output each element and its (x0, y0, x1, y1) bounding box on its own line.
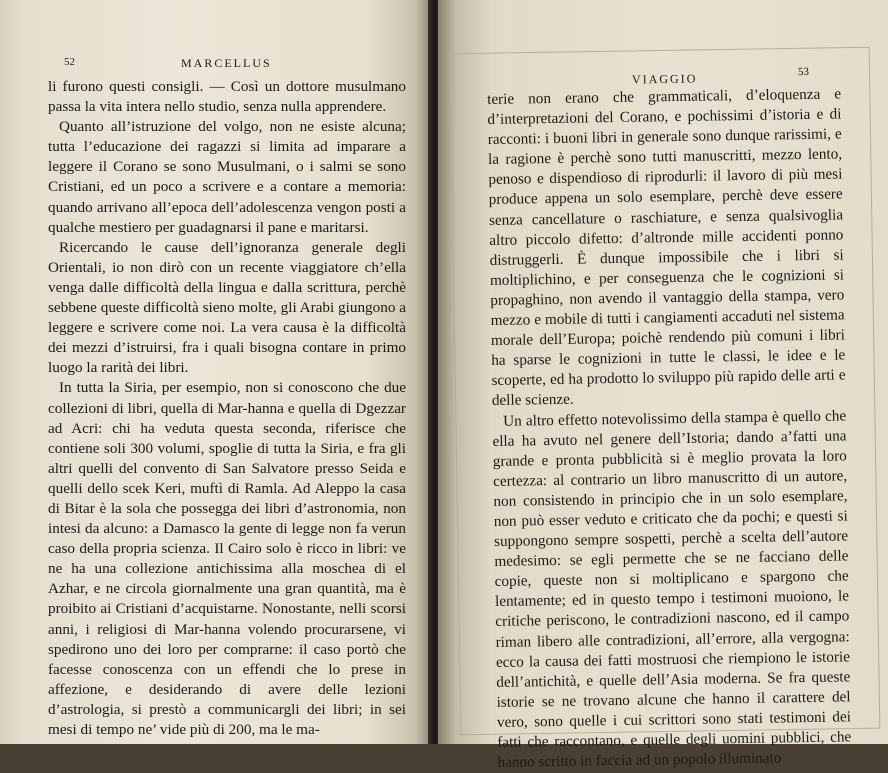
left-page-number: 52 (64, 56, 75, 68)
left-running-head: MARCELLUS (181, 56, 272, 70)
right-page-number: 53 (797, 65, 810, 79)
left-paragraph-2: Quanto all’istruzione del volgo, non ne esiste alcuna; tutta l’educazione dei ragazzi si limita ad imparare a leggere il Corano se sono Musulmani, o i salmi se sono Cristiani, ed un poco a scrivere e a contare a memoria: quando arrivano all’epoca dell’adolescenza vengon posti a qualche mestiero per guadagnarsi il pane e maritarsi. (48, 118, 406, 236)
left-paragraph-3: Ricercando le cause dell’ignoranza generale degli Orientali, io non dirò con un recente viaggiatore ch’ella venga dalle difficoltà della lingua e dalla scrittura, perchè sebbene queste difficoltà sieno molte, gli Arabi giungono a leggere e scrivere come noi. La vera causa è la difficoltà dei mezzi d’istruirsi, fra i quali bisogna contare in primo luogo la rarità dei libri. (48, 238, 406, 377)
left-page (0, 0, 432, 744)
right-paragraph-2: Un altro effetto notevolissimo della stampa è quello che ella ha avuto nel genere dell’Istoria; dando a’fatti una grande e pronta pubblicità si è meglio provata la loro certezza: al contrario un libro manuscritto di un autore, non consistendo in principio che in un solo esemplare, non può esser veduto e criticato che da pochi; e questi si suppongono sempre sospetti, perchè a scelta dell’autore medesimo: se egli permette che se ne facciano delle copie, queste non si moltiplicano e spargono che lentamente; ed in questo tempo i testimoni muoiono, le critiche periscono, le contradizioni nascono, ed il campo riman libero alle contradizioni, all’errore, alla vergogna: ecco la causa dei fatti mostruosi che riempiono le istorie dell’antichità, e quelle dell’Asia moderna. Se fra queste istorie se ne trovano alcune che hanno il carattere del vero, sono quelle i cui scrittori sono stati testimoni dei fatti che raccontano, e quelle degli uomini pubblici, che hanno scritto in faccia ad un popolo illuminato (492, 406, 852, 772)
left-paragraph-1: li furono questi consigli. — Così un dottore musulmano passa la vita intera nello studio, senza nulla apprendere. (48, 78, 406, 116)
left-page-text (48, 77, 406, 740)
right-running-head: VIAGGIO (631, 71, 698, 87)
right-page-text (487, 84, 852, 773)
left-paragraph-4: In tutta la Siria, per esempio, non si conoscono che due collezioni di libri, quella di Mar-hanna e quella di Dgezzar ad Acri: chi ha veduta questa seconda, riferisce che contiene soli 300 volumi, spoglie di tutta la Siria, e fra gli altri quelli del convento di San Salvatore presso Seida e quelli dello scek Keri, muftì di Ramla. Ad Aleppo la casa di Bitar è la sola che possegga dei libri d’astronomia, non intesi da alcuno: a Damasco la gente di legge non fa verun caso della propria scienza. Il Cairo solo è ricco in libri: ve ne ha una collezione antichissima alla moschea di el Azhar, e ne circola giornalmente una gran quantità, ma è proibito ai Cristiani d’acquistarne. Nonostante, nelli scorsi anni, i religiosi di Mar-hanna volendo procurarsene, vi spedirono uno dei loro per comprarne: il caso portò che facesse conoscenza con un effendi che lo prese in affezione, e desiderando di avere delle lezioni d’astrologia, si prestò a communicargli dei libri; in sei mesi di tempo ne’ vide più di 200, ma le ma- (48, 379, 406, 738)
right-paragraph-1: terie non erano che grammaticali, d’eloquenza e d’interpretazioni del Corano, e pochissimi d’istoria e di racconti: i buoni libri in generale sono dunque rarissimi, e la ragione è perchè sono tutti manuscritti, mezzo lento, penoso e dispendioso di riprodurli: il lavoro di più mesi produce appena un solo esemplare, perchè deve essere senza cancellature o raschiature, e senza qualsivoglia altro piccolo difetto: d’altronde mille accidenti ponno distruggerli. È dunque impossibile che i libri si moltiplichino, e per conseguenza che le cognizioni si propaghino, non avendo il vantaggio della stampa, vero mezzo e mobile di tutti i cangiamenti accaduti nel sistema morale dell’Europa; poichè rendendo più comuni i libri ha sparse le cognizioni in tutte le classi, le idee e le scoperte, ed ha prodotto lo sviluppo più rapido delle arti e delle scienze. (487, 85, 846, 410)
